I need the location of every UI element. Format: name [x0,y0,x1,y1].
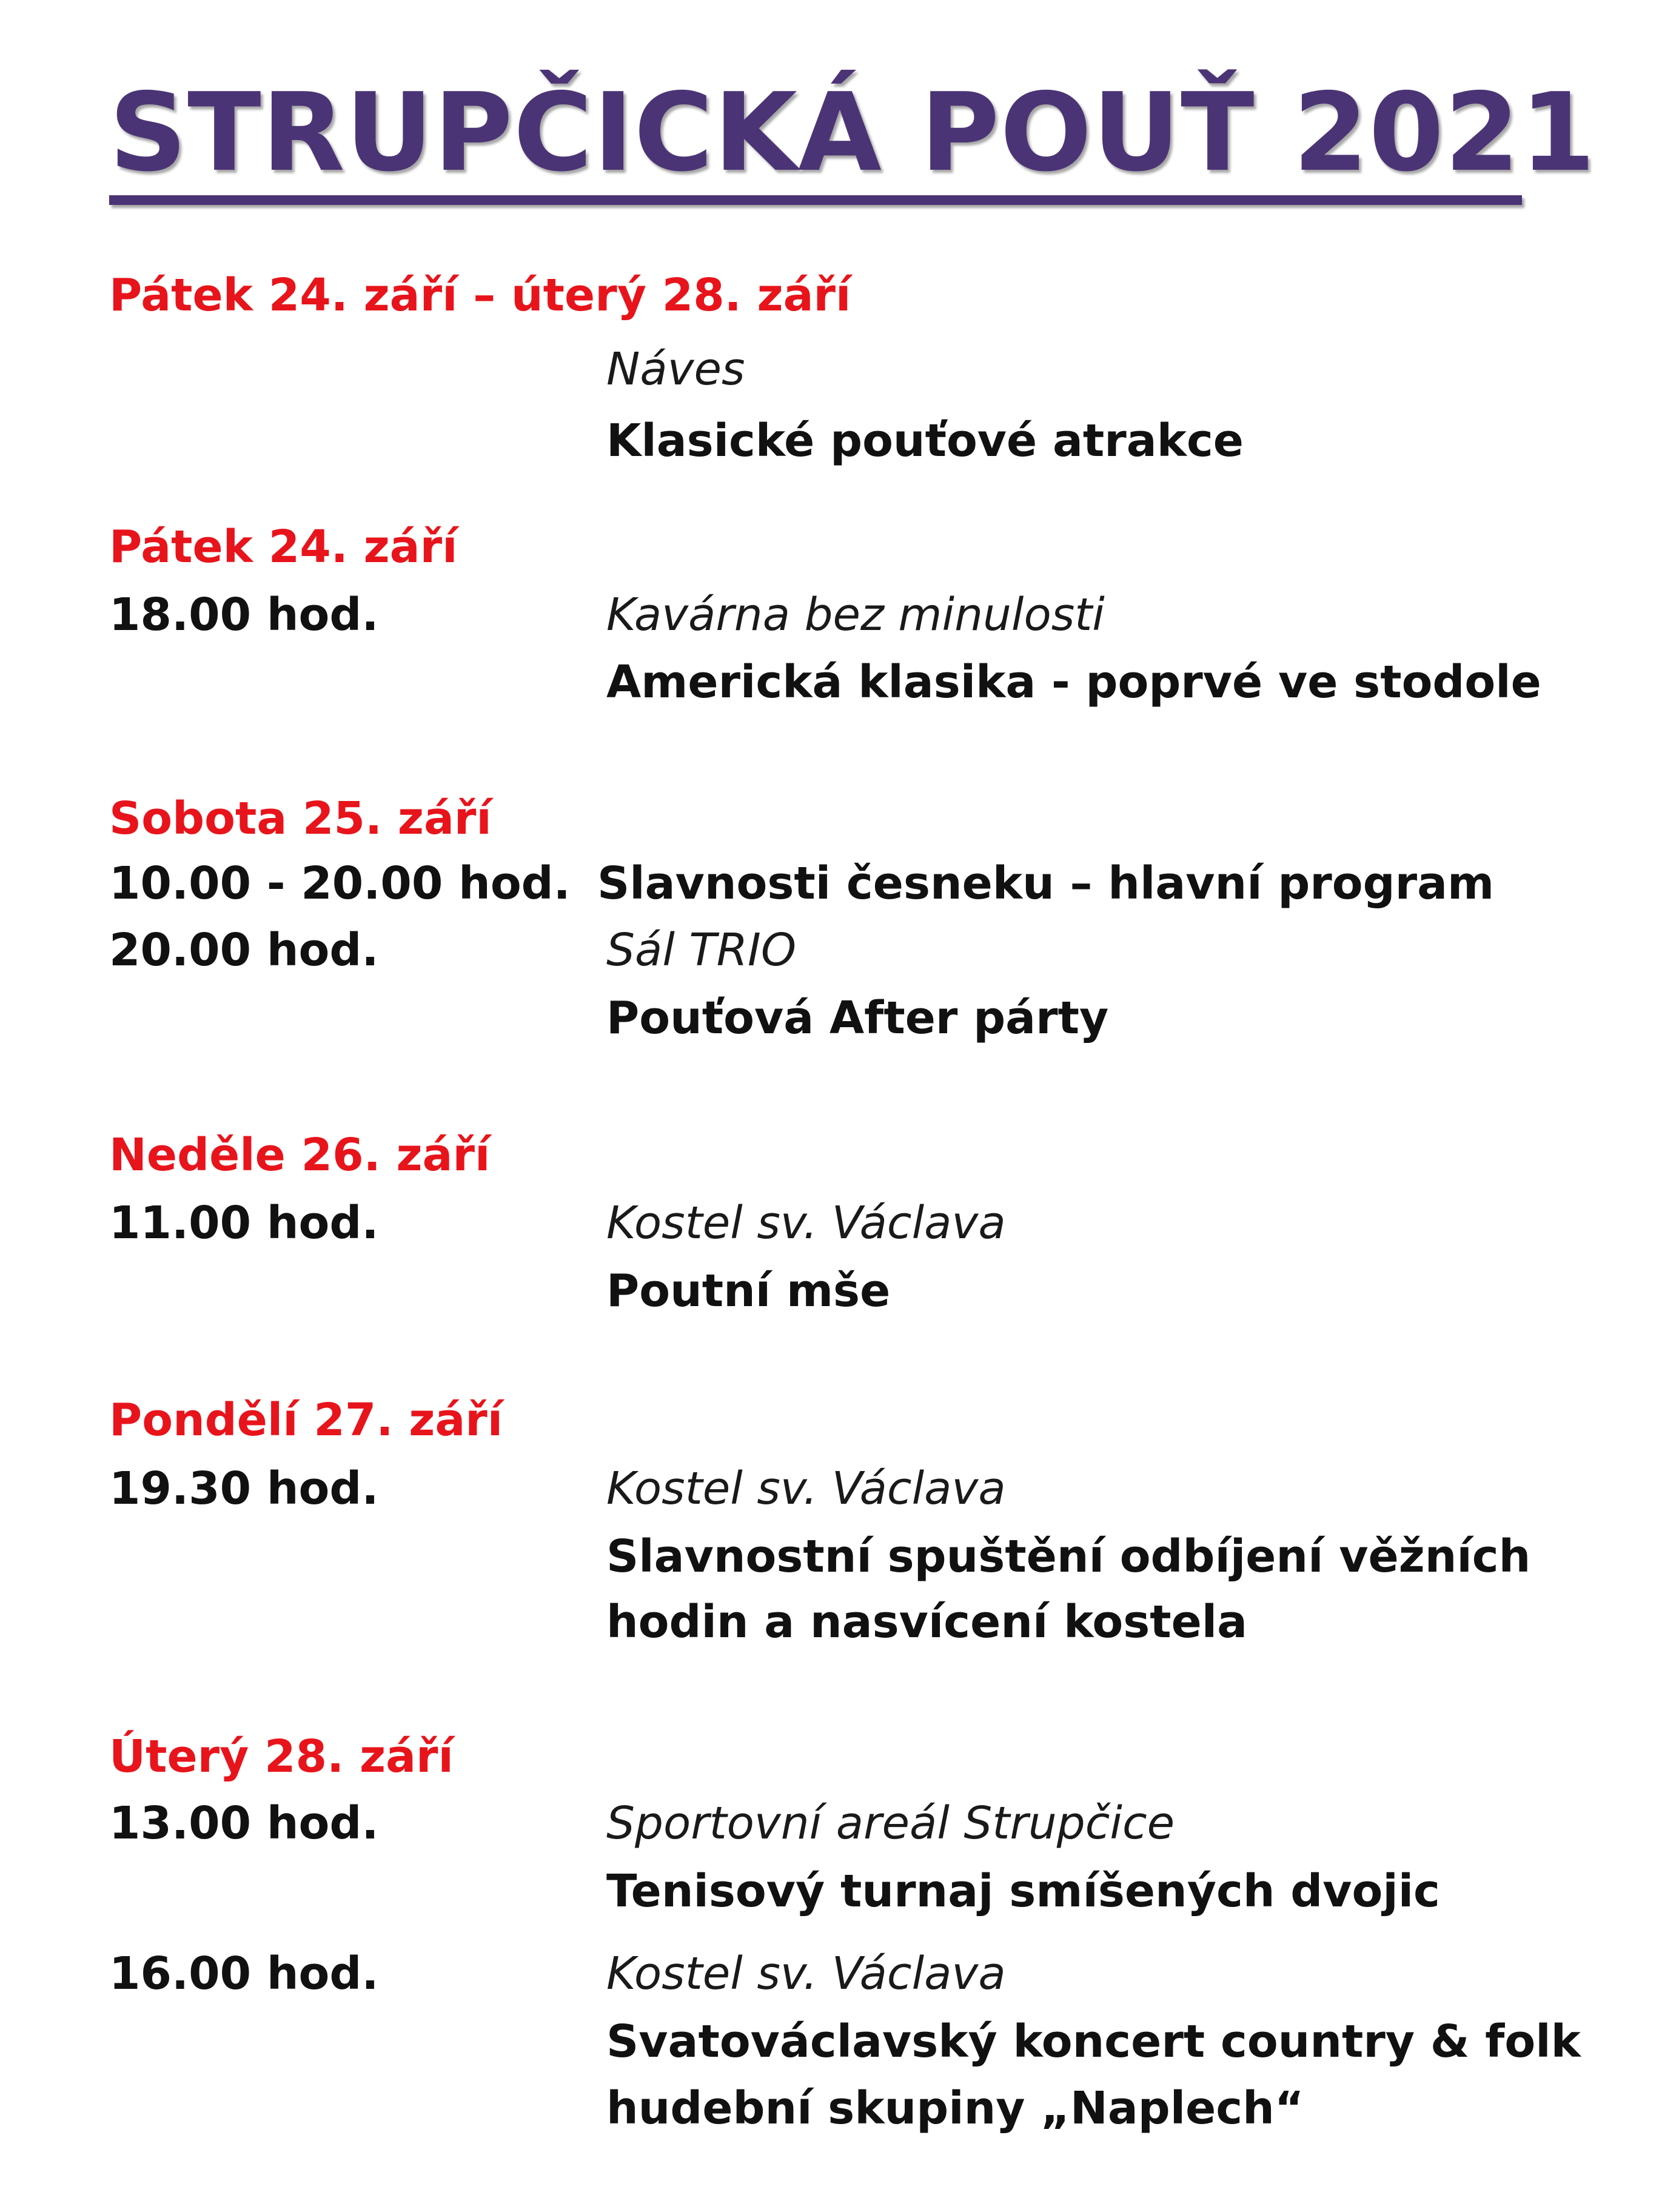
time: 18.00 hod. [109,589,379,641]
event-line: Svatováclavský koncert country & folk [606,2016,1581,2068]
time: 13.00 hod. [109,1797,379,1849]
venue: Kostel sv. Václava [606,1463,1006,1515]
venue: Sál TRIO [606,924,797,976]
time: 20.00 hod. [109,924,379,976]
venue: Kostel sv. Václava [606,1197,1006,1249]
time: 19.30 hod. [109,1463,379,1515]
event: Slavnosti česneku – hlavní program [597,857,1495,910]
event: Americká klasika - poprvé ve stodole [606,656,1541,708]
event: Tenisový turnaj smíšených dvojic [606,1865,1440,1917]
event: Poutní mše [606,1265,891,1317]
venue: Kavárna bez minulosti [606,589,1105,641]
section-date: Neděle 26. září [109,1129,491,1181]
section-date: Pátek 24. září [109,521,458,573]
section-date: Sobota 25. září [109,793,492,845]
venue: Náves [606,343,745,395]
event: Klasické pouťové atrakce [606,415,1244,467]
section-date: Pondělí 27. září [109,1394,503,1446]
venue: Kostel sv. Václava [606,1948,1006,2000]
section-date: Pátek 24. září – úterý 28. září [109,269,851,321]
time: 16.00 hod. [109,1948,379,2000]
event-line: hodin a nasvícení kostela [606,1596,1248,1648]
section-date: Úterý 28. září [109,1731,454,1783]
time: 10.00 - 20.00 hod. [109,857,571,910]
title-underline [109,195,1522,205]
event-line: hudební skupiny „Naplech“ [606,2082,1304,2134]
page-title: STRUPČICKÁ POUŤ 2021 [109,70,1596,195]
event-line: Slavnostní spuštění odbíjení věžních [606,1530,1531,1583]
venue: Sportovní areál Strupčice [606,1797,1175,1849]
event: Pouťová After párty [606,992,1109,1044]
time: 11.00 hod. [109,1197,379,1249]
